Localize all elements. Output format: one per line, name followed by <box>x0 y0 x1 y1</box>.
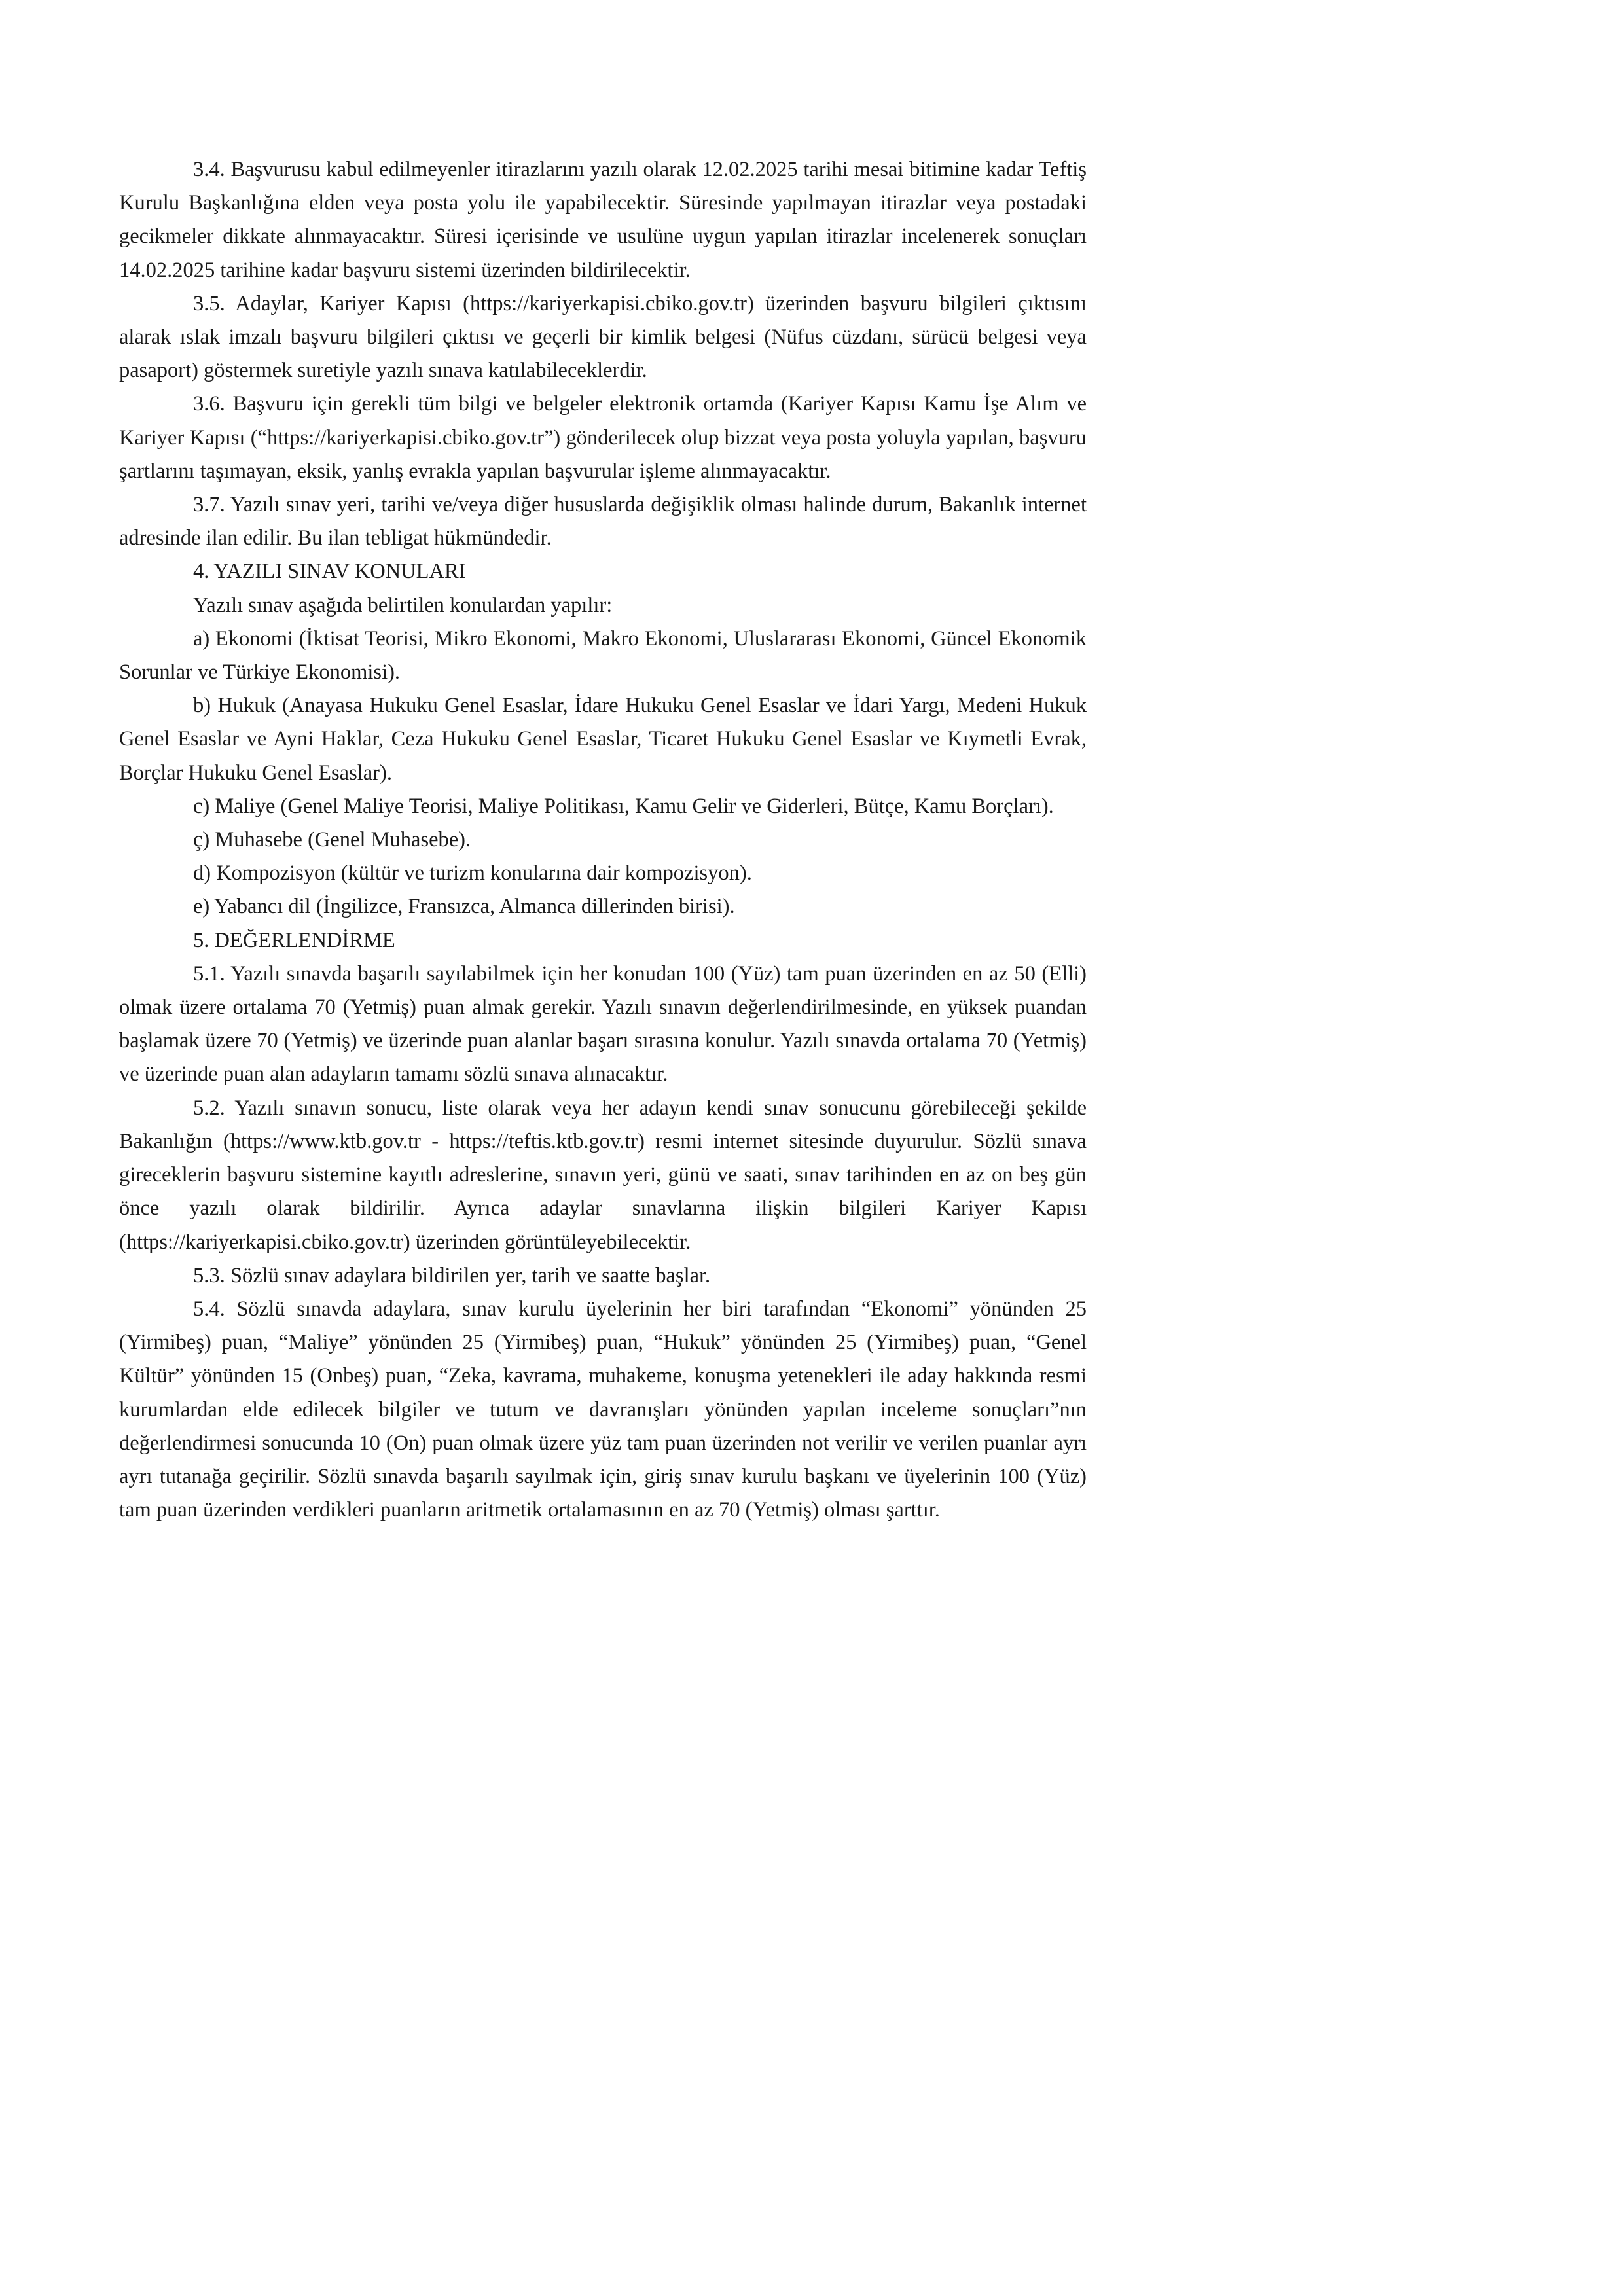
section-heading-4: 4. YAZILI SINAV KONULARI <box>193 560 466 584</box>
paragraph-3-6: 3.6. Başvuru için gerekli tüm bilgi ve belgeler elektronik ortamda (Kariyer Kapısı Kamu İşe Alım ve Kariyer Kapısı (“https://kariyerkapisi.cbiko.gov.tr”) gönderilecek olup bizzat veya posta yoluyla yapılan, başvuru şartlarını taşımayan, eksik, yanlış evrakla yapılan başvurular işleme alınmayacaktır. <box>119 392 1087 483</box>
document-body <box>119 153 1087 1527</box>
list-item-c-maliye: c) Maliye (Genel Maliye Teorisi, Maliye Politikası, Kamu Gelir ve Giderleri, Bütçe, Kamu Borçları). <box>193 794 1054 818</box>
list-item-e-yabanci-dil: e) Yabancı dil (İngilizce, Fransızca, Almanca dillerinden birisi). <box>193 895 735 919</box>
section-heading-5: 5. DEĞERLENDİRME <box>193 928 395 952</box>
paragraph-3-7: 3.7. Yazılı sınav yeri, tarihi ve/veya diğer hususlarda değişiklik olması halinde durum, Bakanlık internet adresinde ilan edilir. Bu ilan tebligat hükmündedir. <box>119 493 1087 550</box>
list-item-cc-muhasebe: ç) Muhasebe (Genel Muhasebe). <box>193 828 471 852</box>
list-item-d-kompozisyon: d) Kompozisyon (kültür ve turizm konularına dair kompozisyon). <box>193 861 752 886</box>
paragraph-4-intro: Yazılı sınav aşağıda belirtilen konulardan yapılır: <box>193 593 613 617</box>
paragraph-5-1: 5.1. Yazılı sınavda başarılı sayılabilmek için her konudan 100 (Yüz) tam puan üzerinden en az 50 (Elli) olmak üzere ortalama 70 (Yetmiş) puan almak gerekir. Yazılı sınavın değerlendirilmesinde, en yüksek puandan başlamak üzere 70 (Yetmiş) ve üzerinde puan alanlar başarı sırasına konulur. Yazılı sınavda ortalama 70 (Yetmiş) ve üzerinde puan alan adayların tamamı sözlü sınava alınacaktır. <box>119 961 1087 1086</box>
paragraph-3-5: 3.5. Adaylar, Kariyer Kapısı (https://kariyerkapisi.cbiko.gov.tr) üzerinden başvuru bilgileri çıktısını alarak ıslak imzalı başvuru bilgileri çıktısı ve geçerli bir kimlik belgesi (Nüfus cüzdanı, sürücü belgesi veya pasaport) göstermek suretiyle yazılı sınava katılabileceklerdir. <box>119 291 1087 383</box>
paragraph-5-4: 5.4. Sözlü sınavda adaylara, sınav kurulu üyelerinin her biri tarafından “Ekonomi” yönünden 25 (Yirmibeş) puan, “Maliye” yönünden 25 (Yirmibeş) puan, “Hukuk” yönünden 25 (Yirmibeş) puan, “Genel Kültür” yönünden 15 (Onbeş) puan, “Zeka, kavrama, muhakeme, konuşma yetenekleri ile aday hakkında resmi kurumlardan elde edilecek bilgiler ve tutum ve davranışları yönünden yapılan inceleme sonuçları”nın değerlendirmesi sonucunda 10 (On) puan olmak üzere yüz tam puan üzerinden not verilir ve verilen puanlar ayrı ayrı tutanağa geçirilir. Sözlü sınavda başarılı sayılmak için, giriş sınav kurulu başkanı ve üyelerinin 100 (Yüz) tam puan üzerinden verdikleri puanların aritmetik ortalamasının en az 70 (Yetmiş) olması şarttır. <box>119 1297 1087 1522</box>
paragraph-3-4: 3.4. Başvurusu kabul edilmeyenler itirazlarını yazılı olarak 12.02.2025 tarihi mesai bitimine kadar Teftiş Kurulu Başkanlığına elden veya posta yolu ile yapabilecektir. Süresinde yapılmayan itirazlar veya postadaki gecikmeler dikkate alınmayacaktır. Süresi içerisinde ve usulüne uygun yapılan itirazlar incelenerek sonuçları 14.02.2025 tarihine kadar başvuru sistemi üzerinden bildirilecektir. <box>119 158 1087 282</box>
list-item-b-hukuk: b) Hukuk (Anayasa Hukuku Genel Esaslar, İdare Hukuku Genel Esaslar ve İdari Yargı, Medeni Hukuk Genel Esaslar ve Ayni Haklar, Ceza Hukuku Genel Esaslar, Ticaret Hukuku Genel Esaslar ve Kıymetli Evrak, Borçlar Hukuku Genel Esaslar). <box>119 694 1087 785</box>
list-item-a-ekonomi: a) Ekonomi (İktisat Teorisi, Mikro Ekonomi, Makro Ekonomi, Uluslararası Ekonomi, Güncel Ekonomik Sorunlar ve Türkiye Ekonomisi). <box>119 626 1087 685</box>
paragraph-5-2: 5.2. Yazılı sınavın sonucu, liste olarak veya her adayın kendi sınav sonucunu görebileceği şekilde Bakanlığın (https://www.ktb.gov.tr - https://teftis.ktb.gov.tr) resmi internet sitesinde duyurulur. Sözlü sınava gireceklerin başvuru sistemine kayıtlı adreslerine, sınavın yeri, günü ve saati, sınav tarihinden en az on beş gün önce yazılı olarak bildirilir. Ayrıca adaylar sınavlarına ilişkin bilgileri Kariyer Kapısı (https://kariyerkapisi.cbiko.gov.tr) üzerinden görüntüleyebilecektir. <box>119 1096 1087 1254</box>
paragraph-5-3: 5.3. Sözlü sınav adaylara bildirilen yer, tarih ve saatte başlar. <box>193 1263 711 1287</box>
